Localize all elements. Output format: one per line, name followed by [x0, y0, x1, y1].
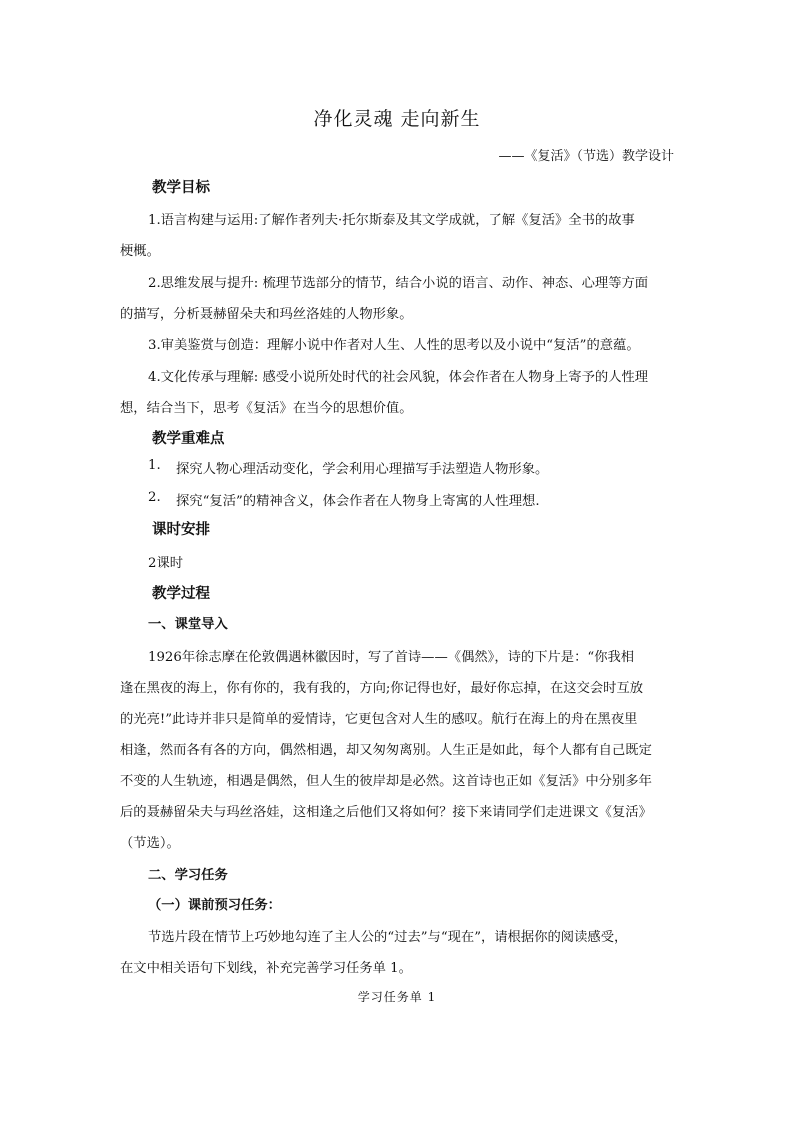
key-point-2-text: 探究“复活”的精神含义，体会作者在人物身上寄寓的人性理想. — [176, 494, 540, 509]
intro-heading: 一、课堂导入 — [148, 617, 228, 632]
objective-4-line-2: 想，结合当下，思考《复活》在当今的思想价值。 — [120, 401, 413, 416]
key-point-1-number: 1. — [148, 458, 161, 473]
schedule-heading: 课时安排 — [152, 522, 210, 538]
objective-1-line-1: 1.语言构建与运用:了解作者列夫·托尔斯泰及其文学成就，了解《复活》全书的故事 — [148, 213, 635, 228]
objective-2-line-1: 2.思维发展与提升: 梳理节选部分的情节，结合小说的语言、动作、神态、心理等方面 — [148, 276, 649, 291]
schedule-value: 2课时 — [148, 556, 184, 571]
intro-line-7: （节选）。 — [120, 836, 180, 851]
key-point-1-text: 探究人物心理活动变化，学会利用心理描写手法塑造人物形象。 — [176, 462, 549, 477]
objective-3-line-1: 3.审美鉴赏与创造：理解小说中作者对人生、人性的思考以及小说中“复活”的意蕴。 — [148, 338, 640, 353]
intro-line-4: 相逢，然而各有各的方向，偶然相遇，却又匆匆离别。人生正是如此，每个人都有自己既定 — [120, 743, 652, 758]
objective-4-line-1: 4.文化传承与理解: 感受小说所处时代的社会风貌，体会作者在人物身上寄予的人性理 — [148, 370, 649, 385]
page-subtitle: ——《复活》（节选）教学设计 — [498, 149, 674, 164]
pre-task-heading: （一）课前预习任务： — [148, 898, 281, 913]
intro-line-1: 1926年徐志摩在伦敦偶遇林徽因时，写了首诗——《偶然》，诗的下片是：“你我相 — [148, 650, 635, 665]
intro-line-6: 后的聂赫留朵夫与玛丝洛娃，这相逢之后他们又将如何？接下来请同学们走进课文《复活》 — [120, 805, 652, 820]
pre-task-line-1: 节选片段在情节上巧妙地勾连了主人公的“过去”与“现在”，请根据你的阅读感受， — [148, 930, 628, 945]
worksheet-label: 学习任务单 1 — [357, 990, 437, 1004]
pre-task-line-2: 在文中相关语句下划线，补充完善学习任务单 1。 — [120, 961, 412, 976]
process-heading: 教学过程 — [152, 586, 210, 602]
objective-2-line-2: 的描写，分析聂赫留朵夫和玛丝洛娃的人物形象。 — [120, 307, 413, 322]
key-point-2-number: 2. — [148, 490, 161, 505]
objective-1-line-2: 梗概。 — [120, 244, 160, 259]
tasks-heading: 二、学习任务 — [148, 868, 228, 883]
intro-line-3: 的光亮!”此诗并非只是简单的爱情诗，它更包含对人生的感叹。航行在海上的舟在黑夜里 — [120, 712, 638, 727]
objectives-heading: 教学目标 — [152, 180, 210, 196]
page-title: 净化灵魂 走向新生 — [313, 108, 481, 130]
intro-line-2: 逢在黑夜的海上，你有你的，我有我的，方向;你记得也好，最好你忘掉，在这交会时互放 — [120, 681, 644, 696]
key-points-heading: 教学重难点 — [152, 431, 225, 447]
intro-line-5: 不变的人生轨迹，相遇是偶然，但人生的彼岸却是必然。这首诗也正如《复活》中分别多年 — [120, 774, 652, 789]
